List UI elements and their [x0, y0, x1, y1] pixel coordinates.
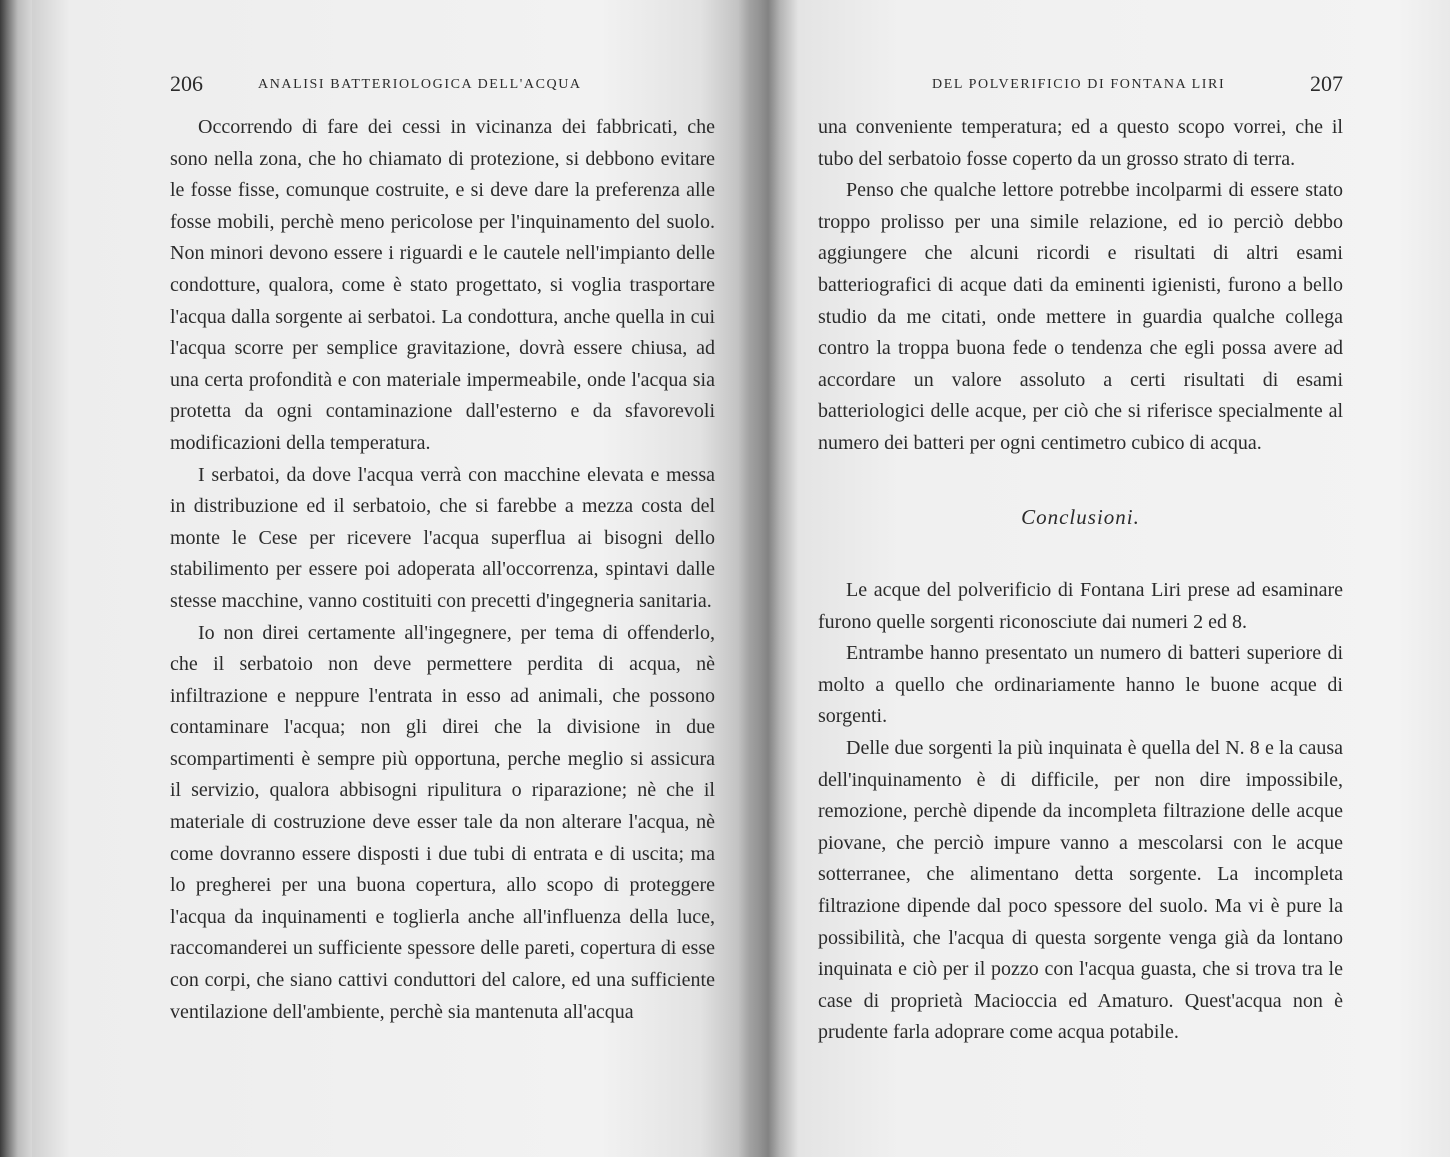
paragraph: Io non direi certamente all'ingegnere, per tema di offenderlo, che il serbatoio non deve permettere perdita di acqua, nè infiltrazione e neppure l'entrata in esso ad animali, che possono contaminare l'acqua; non gli direi che la divisione in due scompartimenti è sempre più opportuna, perche meglio si assicura il servizio, qualora abbisogni ripulitura o riparazione; nè che il materiale di costruzione deve esser tale da non alterare l'acqua, nè come dovranno essere disposti i due tubi di entrata e di uscita; ma lo pregherei per una buona copertura, allo scopo di proteggere l'acqua da inquinamenti e toglierla anche all'influenza della luce, raccomanderei un sufficiente spessore delle pareti, copertura di esse con corpi, che siano cattivi conduttori del calore, ed una sufficiente ventilazione dell'ambiente, perchè sia mantenuta all'acqua [170, 621, 715, 1023]
right-page-body-top [818, 112, 1343, 460]
paragraph: Delle due sorgenti la più inquinata è quella del N. 8 e la causa dell'inquinamento è di difficile, per non dire impossibile, remozione, perchè dipende da incompleta filtrazione delle acque piovane, che perciò impure vanno a mescolarsi con le acque sotterranee, che alimentano detta sorgente. La incompleta filtrazione dipende dal poco spessore del suolo. Ma vi è pure la possibilità, che l'acqua di questa sorgente venga già da lontano inquinata e ciò per il pozzo con l'acqua guasta, che si trova tra le case di proprietà Macioccia ed Amaturo. Quest'acqua non è prudente farla adoprare come acqua potabile. [818, 736, 1343, 1044]
book-gutter [738, 0, 798, 1157]
right-page [818, 0, 1343, 1157]
paragraph: Entrambe hanno presentato un numero di batteri superiore di molto a quello che ordinariamente hanno le buone acque di sorgenti. [818, 642, 1343, 728]
section-title: Conclusioni. [1021, 505, 1140, 529]
paragraph: Occorrendo di fare dei cessi in vicinanza dei fabbricati, che sono nella zona, che ho chiamato di protezione, si debbono evitare le fosse fisse, comunque costruite, e si deve dare la preferenza alle fosse mobili, perchè meno pericolose per l'inquinamento del suolo. Non minori devono essere i riguardi e le cautele nell'impianto delle condotture, qualora, come è stato progettato, si voglia trasportare l'acqua dalla sorgente ai serbatoi. La condottura, anche quella in cui l'acqua scorre per semplice gravitazione, dovrà essere chiusa, ad una certa profondità e con materiale impermeabile, onde l'acqua sia protetta da ogni contaminazione dall'esterno e da sfavorevoli modificazioni della temperatura. [170, 116, 715, 454]
page-number: 206 [170, 71, 203, 96]
right-page-header [818, 71, 1343, 105]
paragraph: Le acque del polverificio di Fontana Liri prese ad esaminare furono quelle sorgenti riconosciute dai numeri 2 ed 8. [818, 579, 1343, 633]
paragraph: una conveniente temperatura; ed a questo scopo vorrei, che il tubo del serbatoio fosse coperto da un grosso strato di terra. [818, 116, 1343, 170]
left-page-header [170, 71, 715, 105]
running-head: DEL POLVERIFICIO DI FONTANA LIRI [932, 77, 1226, 92]
paragraph: I serbatoi, da dove l'acqua verrà con macchine elevata e messa in distribuzione ed il serbatoio, che si farebbe a mezza costa del monte le Cese per ricevere l'acqua superflua ai bisogni dello stabilimento per essere poi adoperata all'occorrenza, spintavi dalle stesse macchine, vanno costituiti con precetti d'ingegneria sanitaria. [170, 463, 715, 612]
book-edge [0, 0, 32, 1157]
left-page [170, 0, 715, 1157]
right-page-body-bottom [818, 575, 1343, 1049]
paragraph: Penso che qualche lettore potrebbe incolparmi di essere stato troppo prolisso per una simile relazione, ed io perciò debbo aggiungere che alcuni ricordi e risultati di altri esami batteriografici di acque dati da eminenti igienisti, furono a bello studio da me citati, onde mettere in guardia qualche collega contro la troppa buona fede o tendenza che egli possa avere ad accordare un valore assoluto a certi risultati di esami batteriologici delle acque, per ciò che si riferisce specialmente al numero dei batteri per ogni centimetro cubico di acqua. [818, 179, 1343, 454]
left-page-body [170, 112, 715, 1028]
page-number: 207 [1310, 71, 1343, 96]
running-head: ANALISI BATTERIOLOGICA DELL'ACQUA [258, 77, 582, 92]
